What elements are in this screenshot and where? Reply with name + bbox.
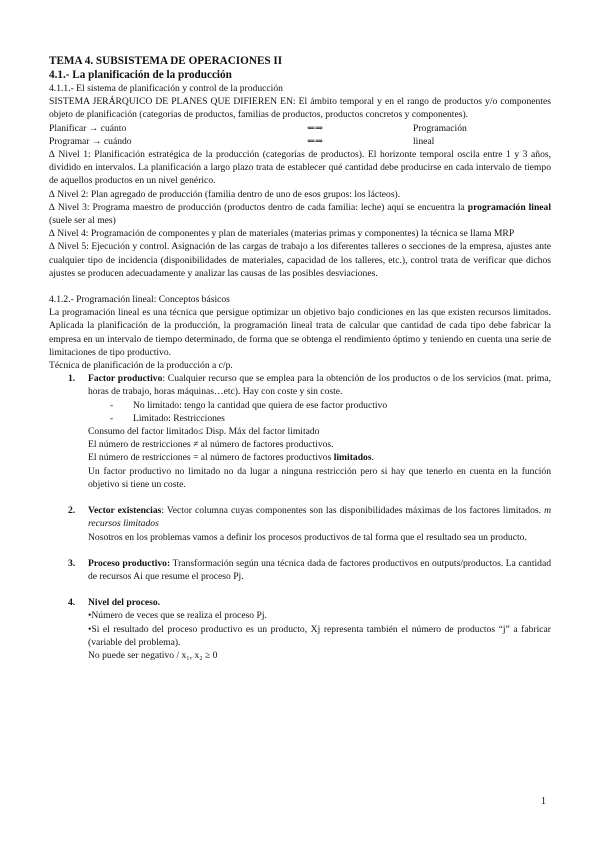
lineal-label: lineal	[413, 135, 435, 147]
section-heading: 4.1.- La planificación de la producción	[49, 69, 232, 81]
paragraph-programacion-lineal: La programación lineal es una técnica que persigue optimizar un objetivo bajo condiciones en las que existen recursos limitados. Aplicada la planificación de la producción, la programación lineal trata de calcular que cantidad de cada tipo debe fabricar la empresa en un intervalo de tiempo determinado, de forma que se obtenga el rendimiento óptimo y teniendo en cuenta una serie de limitaciones de tipo productivo.	[49, 307, 551, 358]
level-3-bold: programación lineal	[467, 201, 551, 213]
level-4: ∆ Nivel 4: Programación de componentes y plan de materiales (materias primas y componentes) la técnica se llama MRP	[49, 228, 515, 240]
level-3-note: (suele ser al mes)	[49, 215, 116, 227]
programming-row	[49, 135, 551, 148]
term-nivel-del-proceso: Nivel del proceso.	[88, 597, 161, 609]
list-item: 1. Factor productivo: Cualquier recurso que se emplea para la obtención de los productos o de los servicios (mat. prima, horas de trabajo, horas máquinas…etc). Hay con coste y sin coste. - No limitado: tengo la cantidad que quiera de ese factor productivo - Limitado: Restricciones	[68, 373, 551, 424]
level-3	[49, 201, 551, 227]
list-item	[68, 557, 551, 583]
document-title: TEMA 4. SUBSISTEMA DE OPERACIONES II	[49, 55, 283, 67]
level-5: ∆ Nivel 5: Ejecución y control. Asignación de las cargas de trabajo a los diferentes talleres o secciones de la empresa, ajustes ante cualquier tipo de incidencia (disponibilidades de materiales, capacidad de los talleres, etc.), control trata de verificar que dichos ajustes se producen adecuadamente y analizar las causas de las posibles desviaciones.	[49, 241, 551, 279]
list-number: 4.	[68, 597, 76, 609]
nivel-line-3: No puede ser negativo / x₁, x₂ ≥ 0	[88, 649, 218, 661]
programacion-label: Programación	[413, 122, 467, 134]
nivel-line-1: •Número de veces que se realiza el proceso Pj.	[88, 610, 267, 622]
paragraph-planes: SISTEMA JERÁRQUICO DE PLANES QUE DIFIEREN EN: El ámbito temporal y en el rango de productos y/o componentes objeto de planificación (categorías de productos, familias de productos, productos concretos y componentes).	[49, 96, 551, 121]
list-number: 3.	[68, 557, 76, 569]
list-number: 1.	[68, 373, 76, 385]
definition-text: : Vector columna cuyas componentes son las disponibilidades máximas de los factores limitados.	[161, 505, 545, 517]
restricciones-text: El número de restricciones = al número de factores productivos	[88, 452, 334, 464]
definition-text: : Cualquier recurso que se emplea para la obtención de los productos o de los servicios (mat. prima, horas de trabajo, horas máquinas…etc). Hay con coste y sin coste.	[88, 373, 551, 398]
consumo-line: Consumo del factor limitado≤ Disp. Máx del factor limitado	[88, 426, 320, 438]
term-proceso-productivo: Proceso productivo:	[88, 557, 171, 569]
period: .	[371, 452, 374, 464]
subsection-heading-2: 4.1.2.- Programación lineal: Conceptos básicos	[49, 294, 230, 306]
planificar-label: Planificar → cuánto	[49, 122, 127, 134]
bullet-no-limitado: No limitado: tengo la cantidad que quiera de ese factor productivo	[133, 399, 388, 411]
limitados-bold: limitados	[333, 452, 372, 464]
page-number: 1	[541, 796, 546, 807]
level-1: ∆ Nivel 1: Planificación estratégica de la producción (categorías de productos). El horizonte temporal oscila entre 1 y 3 años, dividido en intervalos. La planificación a largo plazo trata de establecer qué cantidad debe producirse en cada intervalo de tiempo de aquellos productos en un nivel genérico.	[49, 149, 551, 187]
definition-text: Transformación según una técnica dada de factores productivos en outputs/productos. La cantidad de recursos Ai que resume el proceso Pj.	[88, 557, 551, 582]
list-item	[68, 596, 551, 609]
equivalence-arrow-icon: ⇐⇒	[307, 122, 324, 134]
programar-label: Programar → cuándo	[49, 135, 132, 147]
factor-no-limitado-note: Un factor productivo no limitado no da lugar a ninguna restricción pero si hay que tenerlo en cuenta en la función objetivo si tiene un coste.	[88, 465, 551, 490]
equivalence-arrow-icon: ⇐⇒	[307, 135, 324, 147]
bullet-limitado: Limitado: Restricciones	[133, 412, 225, 424]
term-factor-productivo: Factor productivo	[88, 373, 163, 385]
list-item	[68, 504, 551, 530]
term-vector-existencias: Vector existencias	[88, 505, 162, 517]
subsection-heading: 4.1.1.- El sistema de planificación y control de la producción	[49, 83, 283, 94]
level-3-text: ∆ Nivel 3: Programa maestro de producción (productos dentro de cada familia: leche) aquí se encuentra la	[49, 201, 465, 213]
restricciones-line-1: El número de restricciones ≠ al número de factores productivos.	[88, 439, 334, 451]
level-2: ∆ Nivel 2: Plan agregado de producción (familia dentro de uno de esos grupos: los lácteos).	[49, 188, 401, 200]
list-number: 2.	[68, 505, 76, 517]
nivel-line-2: •Si el resultado del proceso productivo es un producto, Xj representa también el número de productos “j” a fabricar (variable del problema).	[88, 623, 551, 648]
paragraph-tecnica: Técnica de planificación de la producción a c/p.	[49, 360, 233, 372]
planning-row	[49, 122, 551, 135]
italic-note: m recursos limitados	[88, 505, 551, 530]
vector-note: Nosotros en los problemas vamos a definir los procesos productivos de tal forma que el resultado sea un producto.	[88, 531, 527, 543]
document-page	[49, 54, 551, 662]
restricciones-line-2	[88, 451, 551, 464]
